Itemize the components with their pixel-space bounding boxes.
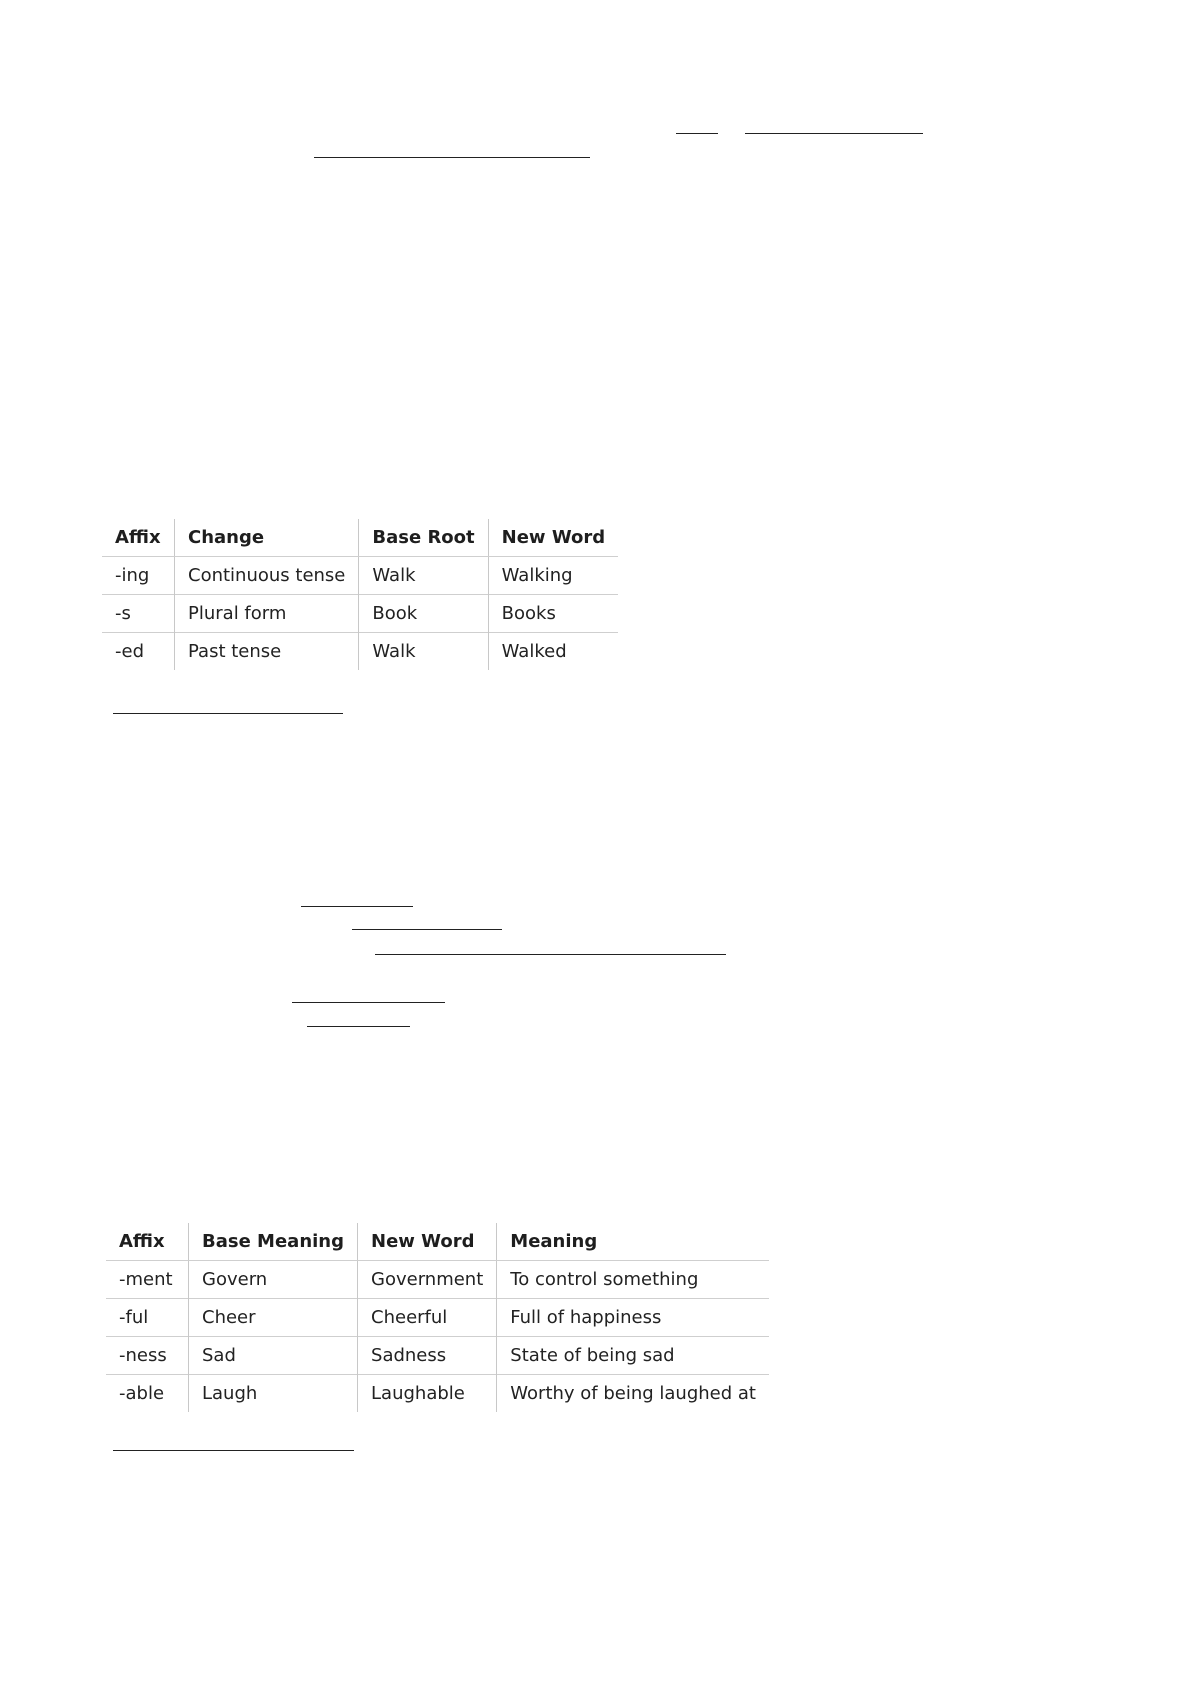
cell-base-meaning: Sad: [189, 1337, 358, 1375]
blank-line-9: [307, 1026, 410, 1027]
inflectional-affix-table: [102, 519, 618, 670]
cell-new-word: Walked: [488, 633, 618, 671]
cell-base-root: Book: [359, 595, 488, 633]
blank-line-10: [113, 1450, 354, 1451]
header-change: Change: [175, 519, 359, 557]
cell-base-meaning: Govern: [189, 1261, 358, 1299]
cell-affix: -ness: [106, 1337, 189, 1375]
header-meaning: Meaning: [497, 1223, 769, 1261]
derivational-affix-table: [106, 1223, 769, 1412]
cell-new-word: Books: [488, 595, 618, 633]
cell-base-root: Walk: [359, 557, 488, 595]
table-row: [102, 595, 618, 633]
cell-meaning: Worthy of being laughed at: [497, 1375, 769, 1413]
cell-change: Past tense: [175, 633, 359, 671]
cell-affix: -ing: [115, 564, 150, 586]
table-header-row: [106, 1223, 769, 1261]
cell-affix: -s: [102, 595, 175, 633]
table-row: [102, 557, 618, 595]
cell-new-word: Cheerful: [358, 1299, 497, 1337]
cell-new-word: Laughable: [358, 1375, 497, 1413]
cell-meaning: Full of happiness: [497, 1299, 769, 1337]
table-row: [102, 633, 618, 671]
cell-meaning: State of being sad: [497, 1337, 769, 1375]
blank-line-7: [375, 954, 726, 955]
cell-base-root: Walk: [359, 633, 488, 671]
cell-change: Plural form: [175, 595, 359, 633]
cell-new-word: Walking: [488, 557, 618, 595]
cell-affix: -ful: [106, 1299, 189, 1337]
table-row: [106, 1299, 769, 1337]
cell-affix: -ed: [102, 633, 175, 671]
header-new-word: New Word: [358, 1223, 497, 1261]
cell-base-meaning: Cheer: [189, 1299, 358, 1337]
table-row: [106, 1337, 769, 1375]
table-row: [106, 1261, 769, 1299]
cell-change: Continuous tense: [175, 557, 359, 595]
table-header-row: [102, 519, 618, 557]
header-affix: Affix: [106, 1223, 189, 1261]
cell-affix: -able: [106, 1375, 189, 1413]
blank-line-8: [292, 1002, 445, 1003]
cell-base-meaning: Laugh: [189, 1375, 358, 1413]
cell-new-word: Sadness: [358, 1337, 497, 1375]
cell-meaning: To control something: [497, 1261, 769, 1299]
header-base-root: Base Root: [359, 519, 488, 557]
header-base-meaning: Base Meaning: [189, 1223, 358, 1261]
cell-affix: -ment: [119, 1268, 173, 1290]
blank-line-6: [352, 929, 502, 930]
table-row: [106, 1375, 769, 1413]
blank-line-2: [745, 133, 923, 134]
blank-line-3: [314, 157, 590, 158]
header-new-word: New Word: [488, 519, 618, 557]
blank-line-5: [301, 906, 413, 907]
header-affix: Affix: [102, 519, 175, 557]
blank-line-1: [676, 133, 718, 134]
cell-new-word: Government: [358, 1261, 497, 1299]
blank-line-4: [113, 713, 343, 714]
